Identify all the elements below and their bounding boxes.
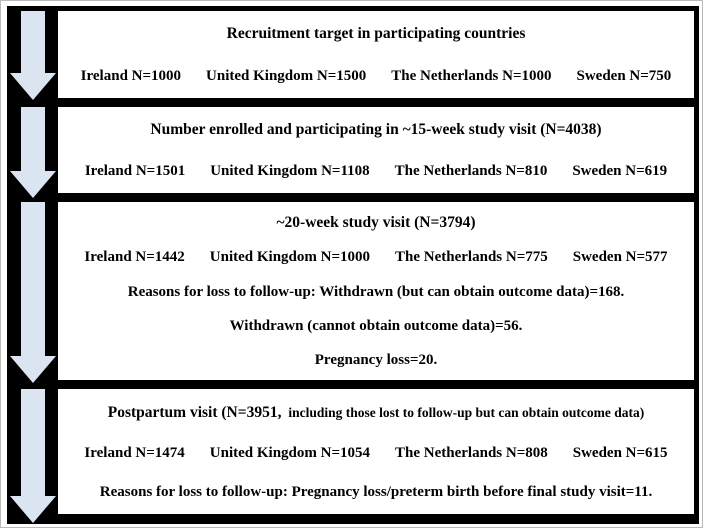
- flowchart-frame: [7, 6, 699, 524]
- country-counts-row: [84, 444, 667, 462]
- down-arrow-icon: [10, 11, 56, 100]
- down-arrow-head: [10, 356, 56, 383]
- country-count: United Kingdom N=1108: [210, 163, 370, 179]
- country-count: The Netherlands N=1000: [391, 68, 552, 84]
- recruitment-target-box: [58, 11, 694, 98]
- country-count: United Kingdom N=1054: [209, 444, 371, 461]
- down-arrow-shaft: [21, 107, 45, 171]
- country-count: Ireland N=1501: [84, 163, 186, 179]
- country-count: Ireland N=1442: [84, 249, 185, 266]
- stage-title: Recruitment target in participating countries: [226, 25, 526, 42]
- down-arrow-icon: [10, 389, 56, 523]
- down-arrow-head: [10, 496, 56, 523]
- country-count: Sweden N=577: [572, 249, 668, 266]
- country-count: Sweden N=615: [572, 444, 668, 461]
- country-count: The Netherlands N=808: [395, 444, 548, 461]
- stage-title: [108, 404, 645, 422]
- country-count: Ireland N=1000: [80, 68, 182, 84]
- country-counts-row: [81, 67, 672, 85]
- stage-title-main: Postpartum visit (N=3951,: [107, 404, 282, 421]
- down-arrow-shaft: [21, 11, 45, 73]
- loss-to-follow-up-note: Pregnancy loss=20.: [314, 352, 438, 368]
- country-count: Ireland N=1474: [84, 444, 185, 461]
- 20-week-visit-box: [58, 202, 694, 380]
- country-count: United Kingdom N=1500: [206, 68, 367, 84]
- down-arrow-shaft: [21, 389, 45, 496]
- down-arrow-icon: [10, 202, 56, 383]
- down-arrow-shaft: [21, 202, 45, 356]
- country-count: The Netherlands N=775: [395, 249, 548, 266]
- postpartum-visit-box: [58, 389, 694, 514]
- loss-to-follow-up-note: Withdrawn (cannot obtain outcome data)=56.: [229, 317, 523, 334]
- country-count: The Netherlands N=810: [394, 163, 548, 179]
- stage-title: Number enrolled and participating in ~15-week study visit (N=4038): [150, 121, 602, 138]
- country-count: United Kingdom N=1000: [209, 249, 371, 266]
- down-arrow-icon: [10, 107, 56, 198]
- loss-to-follow-up-note: Reasons for loss to follow-up: Pregnancy loss/preterm birth before final study visit=11.: [99, 484, 653, 500]
- stage-title-sub: including those lost to follow-up but can obtain outcome data): [288, 405, 645, 420]
- down-arrow-head: [10, 171, 56, 198]
- country-count: Sweden N=619: [572, 163, 668, 179]
- loss-to-follow-up-note: Reasons for loss to follow-up: Withdrawn (but can obtain outcome data)=168.: [127, 283, 625, 300]
- enrolled-15-week-visit-box: [58, 107, 694, 193]
- country-counts-row: [84, 248, 667, 266]
- country-counts-row: [85, 162, 667, 180]
- country-count: Sweden N=750: [576, 68, 672, 84]
- stage-title: ~20-week study visit (N=3794): [276, 214, 476, 231]
- down-arrow-head: [10, 73, 56, 100]
